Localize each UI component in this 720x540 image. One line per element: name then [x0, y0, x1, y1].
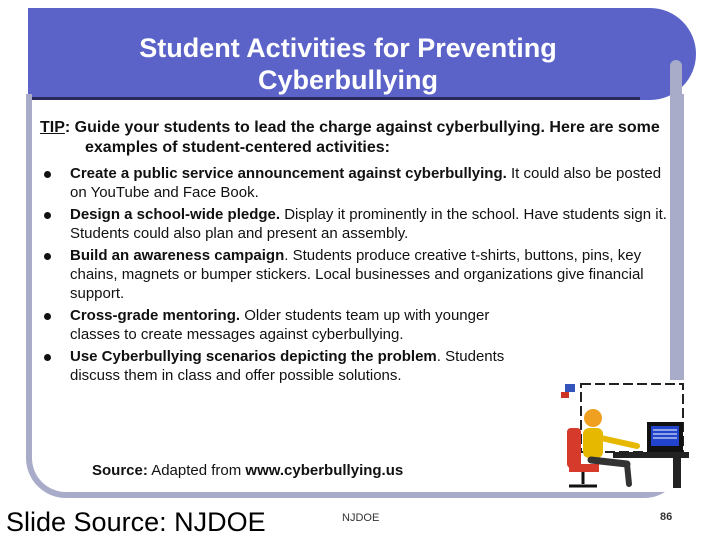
- list-item: [40, 306, 668, 344]
- tip-paragraph: [40, 118, 668, 158]
- tip-text: : Guide your students to lead the charge against cyberbullying. Here are some examples of student-centered activities:: [64, 119, 660, 156]
- page-number: 86: [660, 511, 673, 523]
- list-item: [40, 205, 668, 243]
- tip-label: TIP: [40, 119, 65, 136]
- bullet-icon: [44, 253, 51, 260]
- source-label: Source:: [92, 462, 148, 479]
- bullet-icon: [44, 212, 51, 219]
- item-lead: Use Cyberbullying scenarios depicting the problem: [70, 348, 437, 365]
- computer-user-illustration: [543, 380, 689, 492]
- source-line: [92, 462, 403, 479]
- item-text: Older students team up with younger classes to create messages against cyberbullying.: [70, 307, 490, 343]
- item-lead: Build an awareness campaign: [70, 247, 285, 264]
- bullet-icon: [44, 171, 51, 178]
- slide-body: [40, 118, 668, 388]
- slide-source-caption: Slide Source: NJDOE: [6, 507, 266, 537]
- slide-title: [68, 32, 628, 96]
- item-lead: Design a school-wide pledge.: [70, 206, 281, 223]
- item-lead: Create a public service announcement against cyberbullying.: [70, 165, 507, 182]
- item-text: Display it prominently in the school. Have students sign it. Students could also plan and present an assembly.: [70, 206, 667, 242]
- title-banner: [28, 8, 696, 100]
- source-text: Adapted from: [147, 462, 246, 479]
- bullet-icon: [44, 313, 51, 320]
- footer-org: NJDOE: [342, 512, 380, 524]
- activity-list: [40, 164, 668, 385]
- list-item: [40, 164, 668, 202]
- title-line-1: Student Activities for Preventing: [139, 33, 557, 63]
- item-lead: Cross-grade mentoring.: [70, 307, 241, 324]
- computer-user-icon: [543, 380, 689, 492]
- source-url: www.cyberbullying.us: [245, 462, 404, 479]
- list-item: [40, 246, 668, 303]
- item-text: . Students discuss them in class and offer possible solutions.: [70, 348, 505, 384]
- bullet-icon: [44, 354, 51, 361]
- item-text: It could also be posted on YouTube and Face Book.: [70, 165, 662, 201]
- title-line-2: Cyberbullying: [257, 65, 439, 95]
- item-text: . Students produce creative t-shirts, buttons, pins, key chains, magnets or bumper stickers. Local businesses and organizations give financial support.: [70, 247, 644, 302]
